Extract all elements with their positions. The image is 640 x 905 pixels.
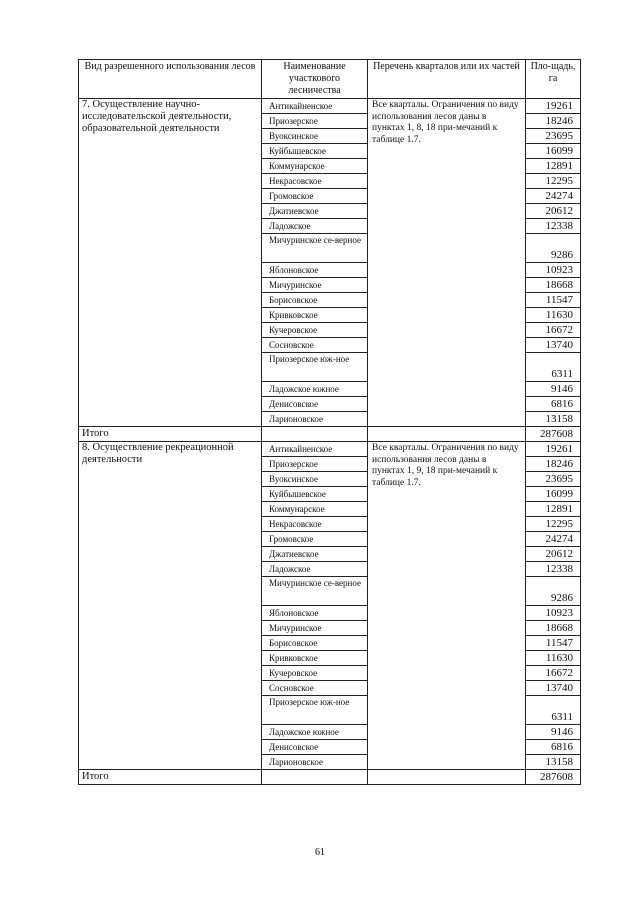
area-cell: 13158: [526, 412, 581, 427]
table-row: [79, 442, 581, 457]
area-cell: 23695: [526, 472, 581, 487]
use-kind-cell: 7. Осуществление научно-исследовательской деятельности, образовательной деятельности: [79, 99, 262, 427]
area-cell: 11630: [526, 308, 581, 323]
forestry-name-cell: Ладожское южное: [262, 725, 368, 740]
forestry-name-cell: Кучеровское: [262, 666, 368, 681]
forestry-name-cell: Борисовское: [262, 293, 368, 308]
area-cell: 18668: [526, 621, 581, 636]
forestry-name-cell: Сосновское: [262, 681, 368, 696]
area-cell: 6816: [526, 397, 581, 412]
forestry-name-cell: Джатиевское: [262, 204, 368, 219]
area-cell: 24274: [526, 532, 581, 547]
forestry-name-cell: Ладожское: [262, 562, 368, 577]
forestry-name-cell: Мичуринское се-верное: [262, 234, 368, 263]
use-kind-cell: 8. Осуществление рекреационной деятельности: [79, 442, 262, 770]
forestry-name-cell: Мичуринское се-верное: [262, 577, 368, 606]
forestry-name-cell: Приозерское юж-ное: [262, 696, 368, 725]
area-cell: 6816: [526, 740, 581, 755]
area-cell: 13740: [526, 681, 581, 696]
page-number: 61: [315, 847, 325, 858]
area-cell: 16672: [526, 323, 581, 338]
header-forestry: Наименование участкового лесничества: [262, 60, 368, 99]
forestry-name-cell: Ладожское южное: [262, 382, 368, 397]
forestry-name-cell: Некрасовское: [262, 517, 368, 532]
area-cell: 9286: [526, 234, 581, 263]
forestry-name-cell: Кривковское: [262, 651, 368, 666]
forestry-name-cell: Громовское: [262, 189, 368, 204]
forestry-name-cell: Вуоксинское: [262, 129, 368, 144]
area-cell: 18246: [526, 114, 581, 129]
total-label: Итого: [79, 770, 262, 785]
area-cell: 12891: [526, 159, 581, 174]
forestry-name-cell: Куйбышевское: [262, 487, 368, 502]
forest-use-table: [78, 59, 581, 785]
area-cell: 6311: [526, 696, 581, 725]
table-row: [79, 99, 581, 114]
quarters-cell: Все кварталы. Ограничения по виду использования лесов даны в пунктах 1, 9, 18 при-мечаний к таблице 1.7.: [368, 442, 526, 770]
forestry-name-cell: Денисовское: [262, 740, 368, 755]
area-cell: 20612: [526, 547, 581, 562]
area-cell: 11630: [526, 651, 581, 666]
area-cell: 20612: [526, 204, 581, 219]
quarters-cell: Все кварталы. Ограничения по виду использования лесов даны в пунктах 1, 8, 18 при-мечаний к таблице 1.7.: [368, 99, 526, 427]
area-cell: 18668: [526, 278, 581, 293]
forestry-name-cell: Антикайненское: [262, 442, 368, 457]
area-cell: 19261: [526, 442, 581, 457]
forestry-name-cell: Вуоксинское: [262, 472, 368, 487]
forestry-name-cell: Ларионовское: [262, 755, 368, 770]
total-area-cell: 287608: [526, 770, 581, 785]
forestry-name-cell: Борисовское: [262, 636, 368, 651]
area-cell: 24274: [526, 189, 581, 204]
area-cell: 11547: [526, 636, 581, 651]
header-kind: Вид разрешенного использования лесов: [79, 60, 262, 99]
forestry-name-cell: Приозерское: [262, 114, 368, 129]
area-cell: 10923: [526, 606, 581, 621]
empty-cell: [368, 427, 526, 442]
forestry-name-cell: Приозерское: [262, 457, 368, 472]
forestry-name-cell: Кучеровское: [262, 323, 368, 338]
area-cell: 9146: [526, 382, 581, 397]
total-label: Итого: [79, 427, 262, 442]
area-cell: 16099: [526, 487, 581, 502]
forestry-name-cell: Приозерское юж-ное: [262, 353, 368, 382]
area-cell: 9146: [526, 725, 581, 740]
document-page: [78, 59, 580, 785]
area-cell: 6311: [526, 353, 581, 382]
forestry-name-cell: Кривковское: [262, 308, 368, 323]
area-cell: 13740: [526, 338, 581, 353]
area-cell: 12891: [526, 502, 581, 517]
forestry-name-cell: Коммунарское: [262, 502, 368, 517]
total-row: [79, 427, 581, 442]
area-cell: 10923: [526, 263, 581, 278]
forestry-name-cell: Ладожское: [262, 219, 368, 234]
total-row: [79, 770, 581, 785]
area-cell: 12338: [526, 562, 581, 577]
total-area-cell: 287608: [526, 427, 581, 442]
forestry-name-cell: Куйбышевское: [262, 144, 368, 159]
area-cell: 18246: [526, 457, 581, 472]
area-cell: 9286: [526, 577, 581, 606]
area-cell: 23695: [526, 129, 581, 144]
forestry-name-cell: Яблоновское: [262, 606, 368, 621]
area-cell: 16672: [526, 666, 581, 681]
forestry-name-cell: Джатиевское: [262, 547, 368, 562]
forestry-name-cell: Сосновское: [262, 338, 368, 353]
forestry-name-cell: Денисовское: [262, 397, 368, 412]
area-cell: 13158: [526, 755, 581, 770]
forestry-name-cell: Коммунарское: [262, 159, 368, 174]
empty-cell: [368, 770, 526, 785]
area-cell: 12295: [526, 174, 581, 189]
table-header-row: [79, 60, 581, 99]
area-cell: 16099: [526, 144, 581, 159]
forestry-name-cell: Яблоновское: [262, 263, 368, 278]
forestry-name-cell: Мичуринское: [262, 278, 368, 293]
table-body: [79, 99, 581, 785]
header-area: Пло-щадь, га: [526, 60, 581, 99]
area-cell: 12338: [526, 219, 581, 234]
forestry-name-cell: Громовское: [262, 532, 368, 547]
area-cell: 12295: [526, 517, 581, 532]
forestry-name-cell: Антикайненское: [262, 99, 368, 114]
forestry-name-cell: Ларионовское: [262, 412, 368, 427]
empty-cell: [262, 770, 368, 785]
forestry-name-cell: Некрасовское: [262, 174, 368, 189]
empty-cell: [262, 427, 368, 442]
forestry-name-cell: Мичуринское: [262, 621, 368, 636]
area-cell: 19261: [526, 99, 581, 114]
area-cell: 11547: [526, 293, 581, 308]
header-quarters: Перечень кварталов или их частей: [368, 60, 526, 99]
